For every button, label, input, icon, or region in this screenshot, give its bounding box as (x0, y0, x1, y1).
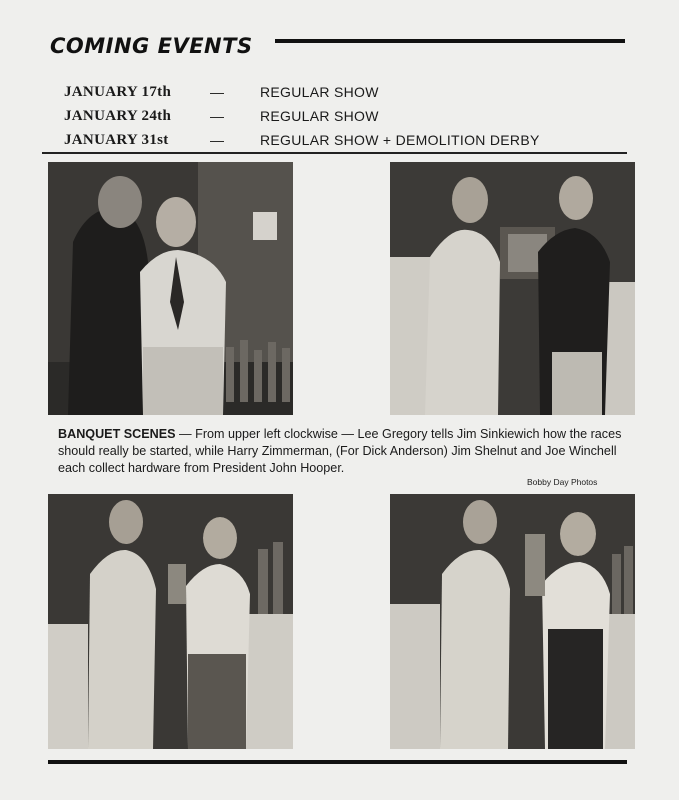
page-title: COMING EVENTS (50, 34, 253, 58)
photo-credit: Bobby Day Photos (527, 477, 598, 487)
banquet-photo-lower-right (390, 494, 635, 749)
event-description: REGULAR SHOW + DEMOLITION DERBY (260, 132, 540, 148)
banquet-photo-upper-left (48, 162, 293, 415)
photo-caption (58, 426, 628, 477)
banquet-photo-lower-left (48, 494, 293, 749)
caption-text: — From upper left clockwise — Lee Gregory tells Jim Sinkiewich how the races should really be started, while Harry Zimmerman, (For Dick Anderson) Jim Shelnut and Joe Winchell each collect hardware from President John Hooper. (58, 427, 622, 475)
banquet-photo-upper-right (390, 162, 635, 415)
event-date: JANUARY 24th (64, 108, 172, 124)
event-row (64, 132, 624, 152)
event-date: JANUARY 17th (64, 84, 172, 100)
event-row (64, 108, 624, 128)
event-date: JANUARY 31st (64, 132, 169, 148)
event-description: REGULAR SHOW (260, 84, 379, 100)
event-description: REGULAR SHOW (260, 108, 379, 124)
caption-lead: BANQUET SCENES (58, 427, 176, 441)
event-dash: — (210, 84, 224, 100)
event-row (64, 84, 624, 104)
event-dash: — (210, 132, 224, 148)
bottom-rule (48, 760, 627, 764)
title-rule (275, 39, 625, 43)
event-dash: — (210, 108, 224, 124)
section-divider (42, 152, 627, 154)
